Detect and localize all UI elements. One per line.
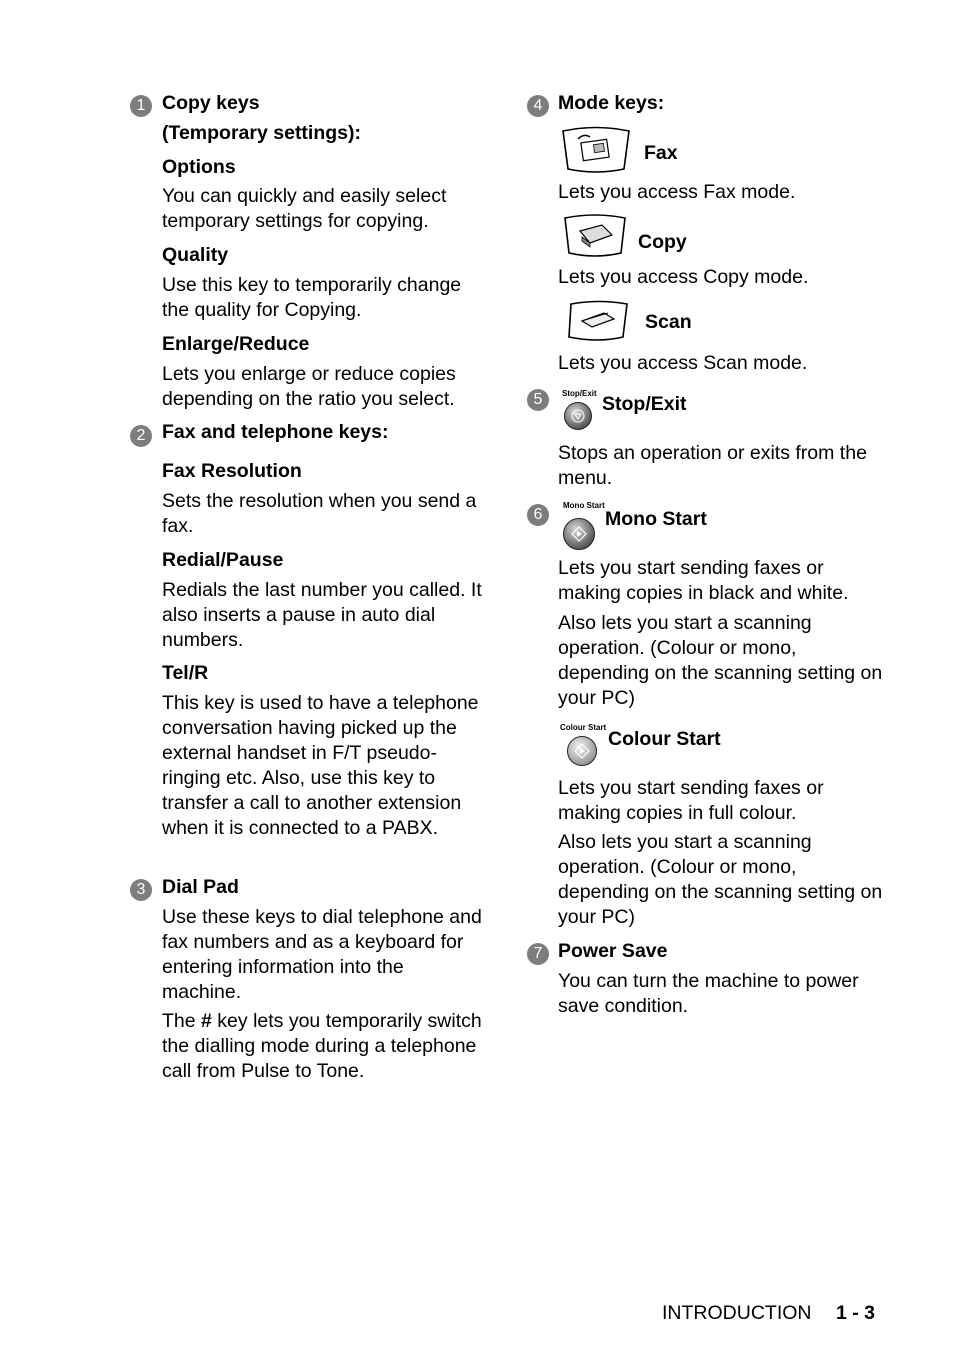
stop-exit-key-caption: Stop/Exit xyxy=(562,389,597,398)
power-save-heading: Power Save xyxy=(558,940,668,962)
options-text: You can quickly and easily select temporary settings for copying. xyxy=(162,185,447,232)
copy-keys-heading: Copy keys xyxy=(162,92,260,114)
hash-key-label: # xyxy=(201,1010,212,1032)
temporary-settings-heading: (Temporary settings): xyxy=(162,122,361,144)
dial-pad-heading: Dial Pad xyxy=(162,876,239,898)
tel-r-text: This key is used to have a telephone conversation having picked up the external handset in F/T pseudo-ringing etc. Also, use this key to transfer a call to another extension when it is connected to a PABX. xyxy=(162,692,479,839)
mono-start-key-caption: Mono Start xyxy=(563,501,605,510)
item-number-3: 3 xyxy=(130,879,152,901)
tel-r-heading: Tel/R xyxy=(162,662,209,684)
options-heading: Options xyxy=(162,156,236,178)
enlarge-reduce-heading: Enlarge/Reduce xyxy=(162,333,310,355)
item-number-6: 6 xyxy=(527,504,549,526)
fax-resolution-text: Sets the resolution when you send a fax. xyxy=(162,490,477,537)
stop-exit-heading: Stop/Exit xyxy=(602,393,687,415)
copy-key-label: Copy xyxy=(638,231,687,253)
stop-button-icon xyxy=(564,402,592,430)
dial-pad-text: Use these keys to dial telephone and fax numbers and as a keyboard for entering information into the machine. xyxy=(162,906,482,1003)
enlarge-reduce-text: Lets you enlarge or reduce copies depending on the ratio you select. xyxy=(162,363,456,410)
power-save-text: You can turn the machine to power save condition. xyxy=(558,970,859,1017)
mono-start-text: Lets you start sending faxes or making copies in black and white. xyxy=(558,557,849,604)
fax-mode-text: Lets you access Fax mode. xyxy=(558,181,796,203)
copy-mode-text: Lets you access Copy mode. xyxy=(558,266,809,288)
colour-start-text: Lets you start sending faxes or making copies in full colour. xyxy=(558,777,824,824)
footer-section-title: INTRODUCTION xyxy=(662,1302,812,1324)
fax-resolution-heading: Fax Resolution xyxy=(162,460,302,482)
fax-mode-icon xyxy=(560,125,632,175)
colour-start-key-caption: Colour Start xyxy=(560,723,607,732)
hash-key-text: The # key lets you temporarily switch the dialling mode during a telephone call from Pulse to Tone. xyxy=(162,1010,482,1082)
fax-key-label: Fax xyxy=(644,142,678,164)
footer-page-number: 1 - 3 xyxy=(836,1302,876,1324)
item-number-2: 2 xyxy=(130,425,152,447)
item-number-7: 7 xyxy=(527,943,549,965)
copy-mode-icon xyxy=(562,213,628,259)
mono-start-heading: Mono Start xyxy=(605,508,707,530)
scan-mode-text: Lets you access Scan mode. xyxy=(558,352,808,374)
redial-pause-text: Redials the last number you called. It also inserts a pause in auto dial numbers. xyxy=(162,579,482,651)
colour-start-scan-text: Also lets you start a scanning operation. (Colour or mono, depending on the scanning setting on your PC) xyxy=(558,831,883,928)
mono-start-scan-text: Also lets you start a scanning operation. (Colour or mono, depending on the scanning setting on your PC) xyxy=(558,612,883,709)
colour-start-button-icon xyxy=(567,736,597,766)
item-number-4: 4 xyxy=(527,95,549,117)
quality-text: Use this key to temporarily change the quality for Copying. xyxy=(162,274,462,321)
fax-telephone-keys-heading: Fax and telephone keys: xyxy=(162,421,389,443)
item-number-5: 5 xyxy=(527,389,549,411)
scan-key-label: Scan xyxy=(645,311,692,333)
quality-heading: Quality xyxy=(162,244,229,266)
mode-keys-heading: Mode keys: xyxy=(558,92,665,114)
scan-mode-icon xyxy=(566,299,630,343)
mono-start-button-icon xyxy=(563,518,595,550)
item-number-1: 1 xyxy=(130,95,152,117)
stop-exit-text: Stops an operation or exits from the menu. xyxy=(558,442,867,489)
redial-pause-heading: Redial/Pause xyxy=(162,549,284,571)
colour-start-heading: Colour Start xyxy=(608,728,721,750)
